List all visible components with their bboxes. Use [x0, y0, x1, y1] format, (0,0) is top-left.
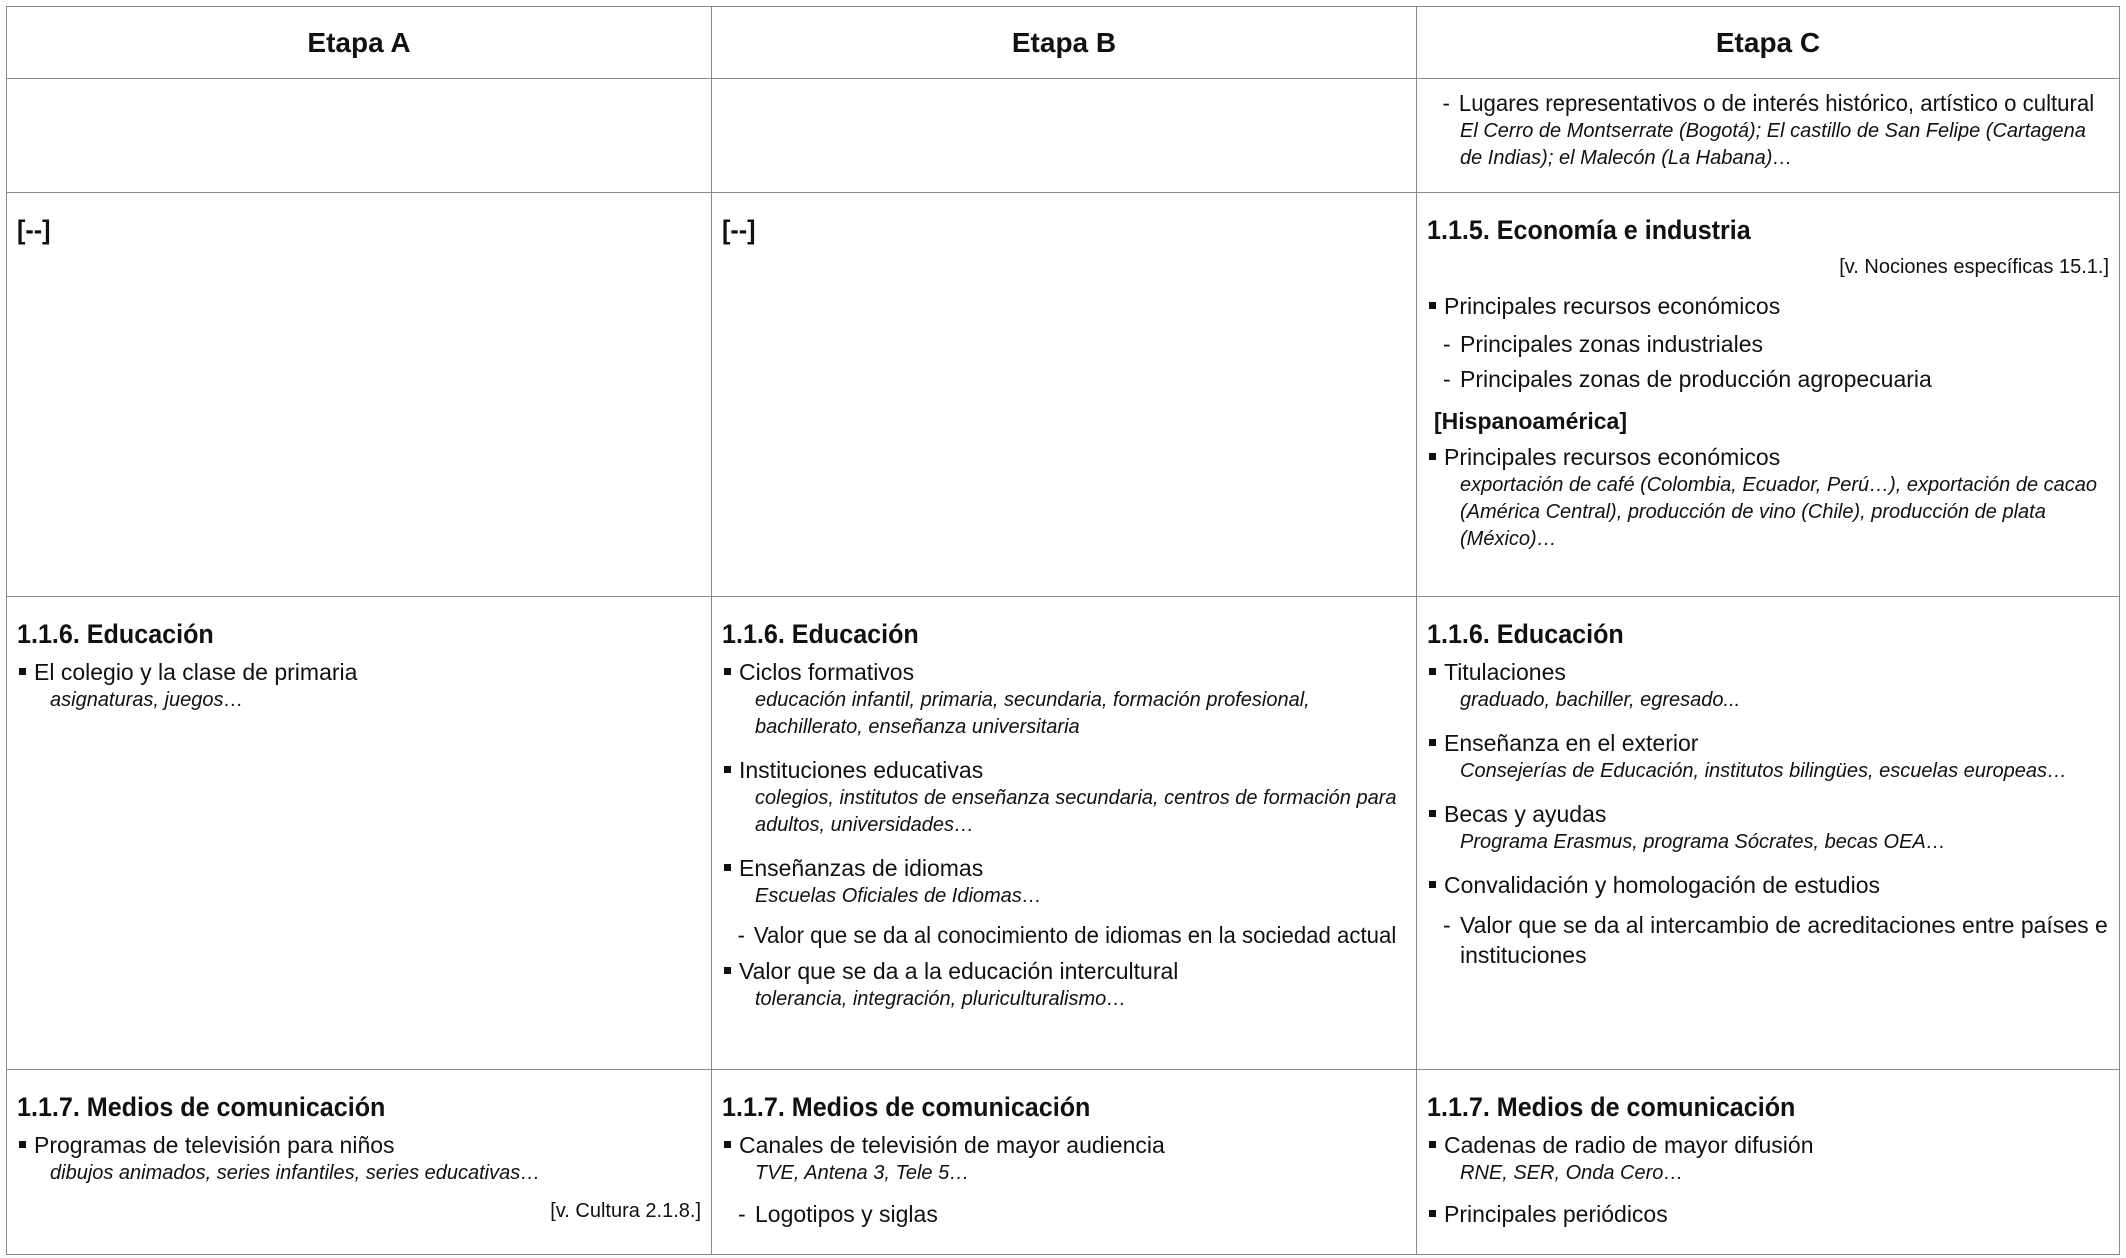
cell-a-educacion [7, 597, 712, 1070]
cell-b-continuation [712, 79, 1417, 193]
list-item: Cadenas de radio de mayor difusión [1427, 1130, 2109, 1160]
list-item: Canales de televisión de mayor audiencia [722, 1130, 1406, 1160]
section-title: 1.1.7. Medios de comunicación [1427, 1092, 1796, 1122]
examples-text: educación infantil, primaria, secundaria, formación profesional, bachillerato, enseñanza universitaria [755, 689, 1310, 738]
list-item: Principales recursos económicos [1427, 291, 2109, 321]
cross-reference: [v. Nociones específicas 15.1.] [1839, 256, 2109, 278]
list-item: - Valor que se da al conocimiento de idiomas en la sociedad actual [722, 920, 1382, 950]
stages-table [6, 6, 2120, 1255]
examples-text: TVE, Antena 3, Tele 5… [755, 1162, 970, 1184]
section-title: 1.1.7. Medios de comunicación [17, 1092, 386, 1122]
list-item: Enseñanzas de idiomas [722, 853, 1406, 883]
examples-text: Consejerías de Educación, institutos bilingües, escuelas europeas… [1460, 760, 2068, 782]
examples-text: graduado, bachiller, egresado... [1460, 689, 1741, 711]
list-item: Titulaciones [1427, 657, 2109, 687]
list-item: Programas de televisión para niños [17, 1130, 701, 1160]
empty-placeholder: [--] [17, 215, 51, 245]
examples-text: exportación de café (Colombia, Ecuador, Perú…), exportación de cacao (América Central), producción de vino (Chile), producción de plata (México)… [1460, 474, 2098, 550]
cell-a-continuation [7, 79, 712, 193]
list-item: Principales recursos económicos [1427, 442, 2109, 472]
section-title: 1.1.6. Educación [17, 619, 214, 649]
list-item: Valor que se da a la educación intercultural [722, 956, 1406, 986]
cell-c-economia [1417, 193, 2120, 597]
list-item: El colegio y la clase de primaria [17, 657, 701, 687]
cell-c-educacion [1417, 597, 2120, 1070]
cell-a-medios [7, 1070, 712, 1255]
examples-text: Programa Erasmus, programa Sócrates, becas OEA… [1460, 831, 1946, 853]
cell-c-continuation [1417, 79, 2120, 193]
examples-text: dibujos animados, series infantiles, series educativas… [50, 1162, 541, 1184]
subheading: [Hispanoamérica] [1434, 408, 1628, 434]
table-row [7, 193, 2120, 597]
examples-text: asignaturas, juegos… [50, 689, 244, 711]
examples-text: Escuelas Oficiales de Idiomas… [755, 885, 1042, 907]
section-title: 1.1.6. Educación [1427, 619, 1624, 649]
table-row [7, 79, 2120, 193]
table-row [7, 1070, 2120, 1255]
list-item: - Lugares representativos o de interés histórico, artístico o cultural [1427, 88, 2085, 118]
section-title: 1.1.5. Economía e industria [1427, 215, 1751, 245]
list-item: - Principales zonas industriales [1427, 329, 2109, 359]
header-etapa-a: Etapa A [7, 7, 712, 79]
examples-text: tolerancia, integración, pluriculturalismo… [755, 988, 1127, 1010]
examples-text: RNE, SER, Onda Cero… [1460, 1162, 1684, 1184]
cell-b-economia [712, 193, 1417, 597]
section-title: 1.1.7. Medios de comunicación [722, 1092, 1091, 1122]
list-item: - Principales zonas de producción agropecuaria [1427, 364, 2109, 394]
examples-text: El Cerro de Montserrate (Bogotá); El castillo de San Felipe (Cartagena de Indias); el Malecón (La Habana)… [1460, 120, 2086, 169]
cell-c-medios [1417, 1070, 2120, 1255]
cell-a-economia [7, 193, 712, 597]
section-title: 1.1.6. Educación [722, 619, 919, 649]
header-etapa-b: Etapa B [712, 7, 1417, 79]
list-item: Becas y ayudas [1427, 799, 2109, 829]
list-item: Enseñanza en el exterior [1427, 728, 2109, 758]
list-item: Principales periódicos [1427, 1199, 2109, 1229]
curriculum-page [6, 6, 2119, 1255]
list-item: Convalidación y homologación de estudios [1427, 870, 2109, 900]
list-item: Ciclos formativos [722, 657, 1406, 687]
cross-reference: [v. Cultura 2.1.8.] [550, 1200, 701, 1222]
table-row [7, 597, 2120, 1070]
cell-b-educacion [712, 597, 1417, 1070]
header-row [7, 7, 2120, 79]
cell-b-medios [712, 1070, 1417, 1255]
list-item: - Valor que se da al intercambio de acreditaciones entre países e instituciones [1427, 910, 2109, 970]
empty-placeholder: [--] [722, 215, 756, 245]
list-item: Instituciones educativas [722, 755, 1406, 785]
examples-text: colegios, institutos de enseñanza secundaria, centros de formación para adultos, universidades… [755, 787, 1397, 836]
list-item: - Logotipos y siglas [722, 1199, 1406, 1229]
header-etapa-c: Etapa C [1417, 7, 2120, 79]
